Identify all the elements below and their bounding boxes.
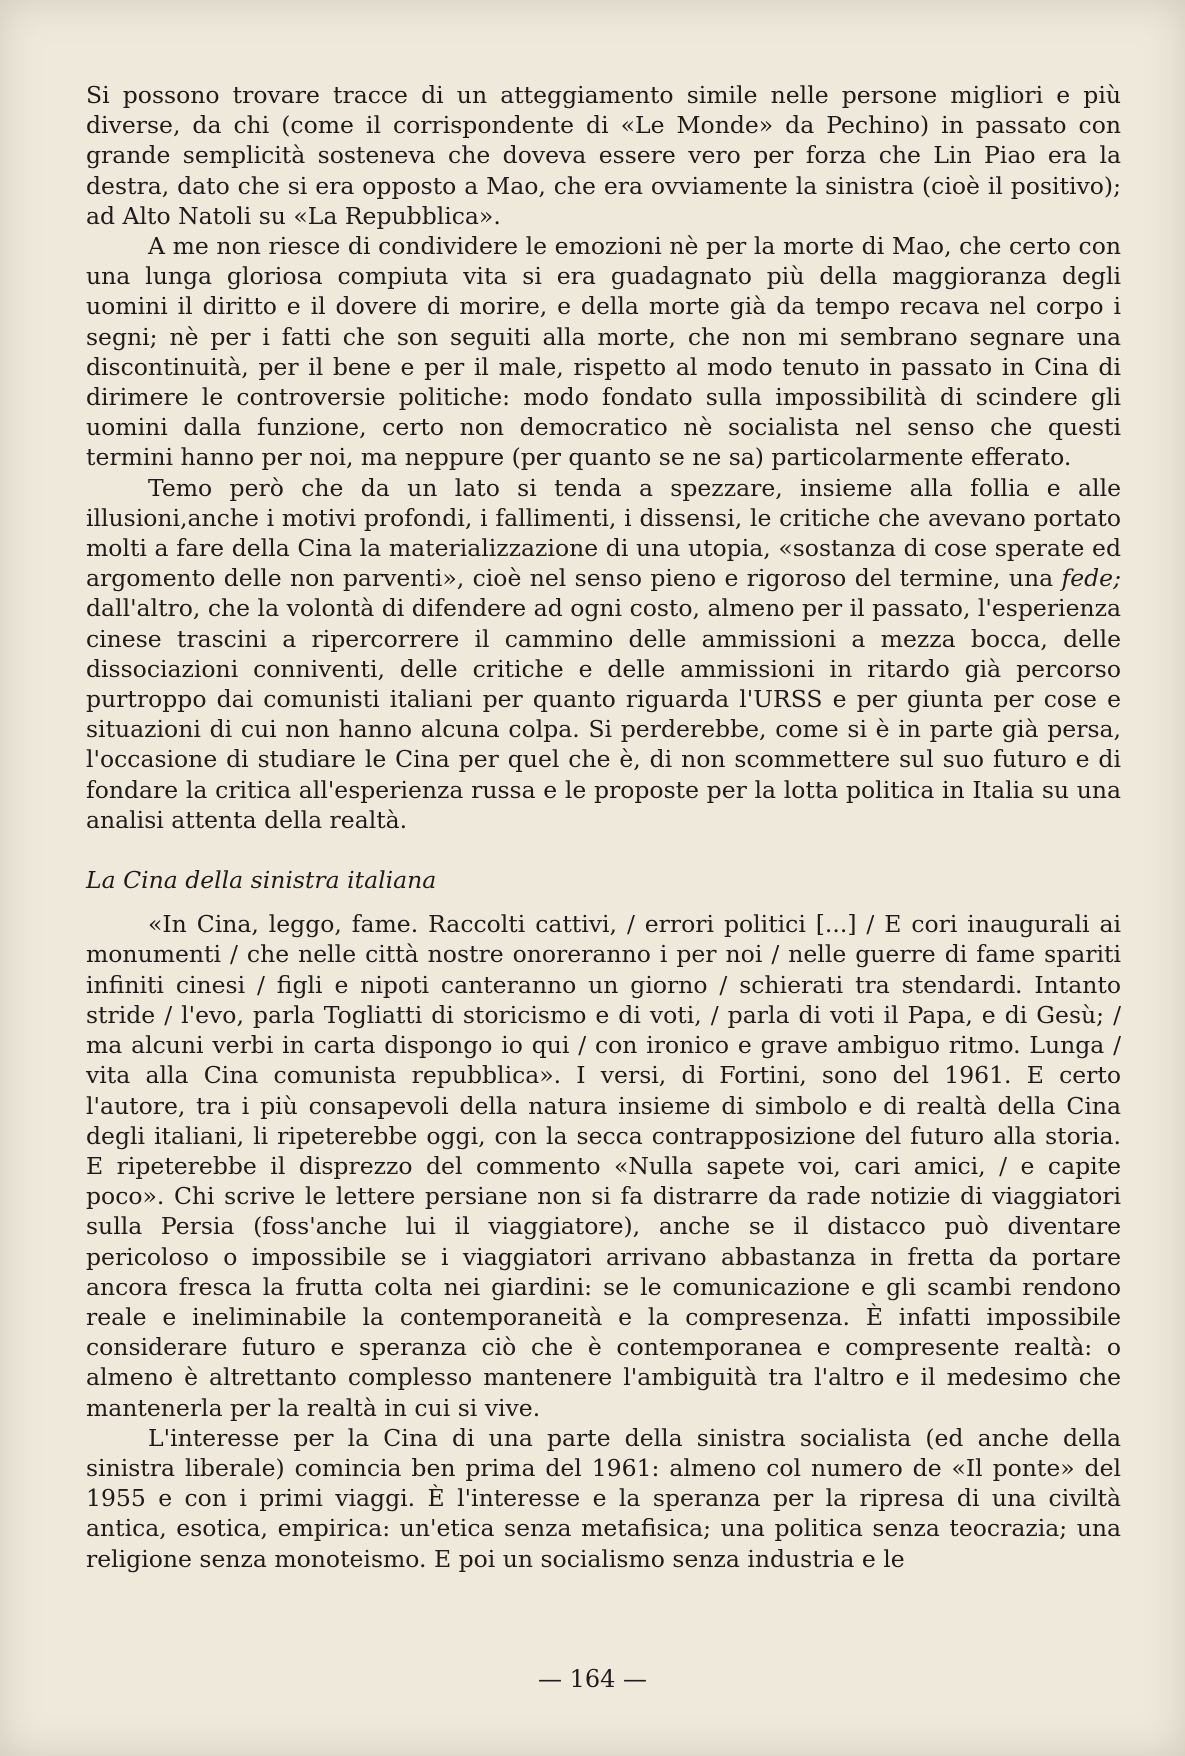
paragraph-1: Si possono trovare tracce di un atteggiamento simile nelle persone migliori e più diverse, da chi (come il corrispondente di «Le Monde» da Pechino) in passato con grande semplicità sosteneva che doveva essere vero per forza che Lin Piao era la destra, dato che si era opposto a Mao, che era ovviamente la sinistra (cioè il positivo); ad Alto Natoli su «La Repubblica». — [86, 81, 1121, 230]
paragraph-3-italic-word: fede; — [1061, 564, 1121, 593]
section-heading: La Cina della sinistra italiana — [86, 866, 437, 895]
paragraph-3 — [86, 473, 1121, 835]
paragraph-3-text-a: Temo però che da un lato si tenda a spezzare, insieme alla follia e alle illusioni,anche i motivi profondi, i fallimenti, i dissensi, le critiche che avevano portato molti a fare della Cina la materializzazione di una utopia, «sostanza di cose sperate ed argomento delle non parventi», cioè nel senso pieno e rigoroso del termine, una — [86, 473, 1121, 593]
paragraph-2: A me non riesce di condividere le emozioni nè per la morte di Mao, che certo con una lunga gloriosa compiuta vita si era guadagnato più della maggioranza degli uomini il diritto e il dovere di morire, e della morte già da tempo recava nel corpo i segni; nè per i fatti che son seguiti alla morte, che non mi sembrano segnare una discontinuità, per il bene e per il male, rispetto al modo tenuto in passato in Cina di dirimere le controversie politiche: modo fondato sulla impossibilità di scindere gli uomini dalla funzione, certo non democratico nè socialista nel senso che questi termini hanno per noi, ma neppure (per quanto se ne sa) particolarmente efferato. — [86, 232, 1121, 472]
paragraph-5: L'interesse per la Cina di una parte della sinistra socialista (ed anche della sinistra liberale) comincia ben prima del 1961: almeno col numero de «Il ponte» del 1955 e con i primi viaggi. È l'interesse e la speranza per la ripresa di una civiltà antica, esotica, empirica: un'etica senza metafisica; una politica senza teocrazia; una religione senza monoteismo. E poi un socialismo senza industria e le — [86, 1423, 1121, 1573]
paragraph-3-text-b: dall'altro, che la volontà di difendere ad ogni costo, almeno per il passato, l'esperienza cinese trascini a ripercorrere il cammino delle ammissioni a mezza bocca, delle dissociazioni conniventi, delle critiche e delle ammissioni in ritardo già percorso purtroppo dai comunisti italiani per quanto riguarda l'URSS e per giunta per cose e situazioni di cui non hanno alcuna colpa. Si perderebbe, come si è in parte già persa, l'occasione di studiare le Cina per quel che è, di non scommettere sul suo futuro e di fondare la critica all'esperienza russa e le proposte per la lotta politica in Italia su una analisi attenta della realtà. — [86, 594, 1121, 834]
page-body — [86, 80, 1121, 1574]
page-number: — 164 — — [537, 1665, 648, 1693]
paragraph-4: «In Cina, leggo, fame. Raccolti cattivi, / errori politici [...] / E cori inaugurali ai monumenti / che nelle città nostre onoreranno i per noi / nelle guerre di fame spariti infiniti cinesi / figli e nipoti canteranno un giorno / schierati tra stendardi. Intanto stride / l'evo, parla Togliatti di storicismo e di voti, / parla di voti il Papa, e di Gesù; / ma alcuni verbi in carta dispongo io qui / con ironico e grave ambiguo ritmo. Lunga / vita alla Cina comunista repubblica». I versi, di Fortini, sono del 1961. E certo l'autore, tra i più consapevoli della natura insieme di simbolo e di realtà della Cina degli italiani, li ripeterebbe oggi, con la secca contrapposizione del futuro alla storia. E ripeterebbe il disprezzo del commento «Nulla sapete voi, cari amici, / e capite poco». Chi scrive le lettere persiane non si fa distrarre da rade notizie di viaggiatori sulla Persia (foss'anche lui il viaggiatore), anche se il distacco può diventare pericoloso o impossibile se i viaggiatori arrivano abbastanza in fretta da portare ancora fresca la frutta colta nei giardini: se le comunicazione e gli scambi rendono reale e ineliminabile la contemporaneità e la compresenza. È infatti impossibile considerare futuro e speranza ciò che è contemporanea e compresente realtà: o almeno è altrettanto complesso mantenere l'ambiguità tra l'altro e il medesimo che mantenerla per la realtà in cui si vive. — [86, 910, 1121, 1422]
